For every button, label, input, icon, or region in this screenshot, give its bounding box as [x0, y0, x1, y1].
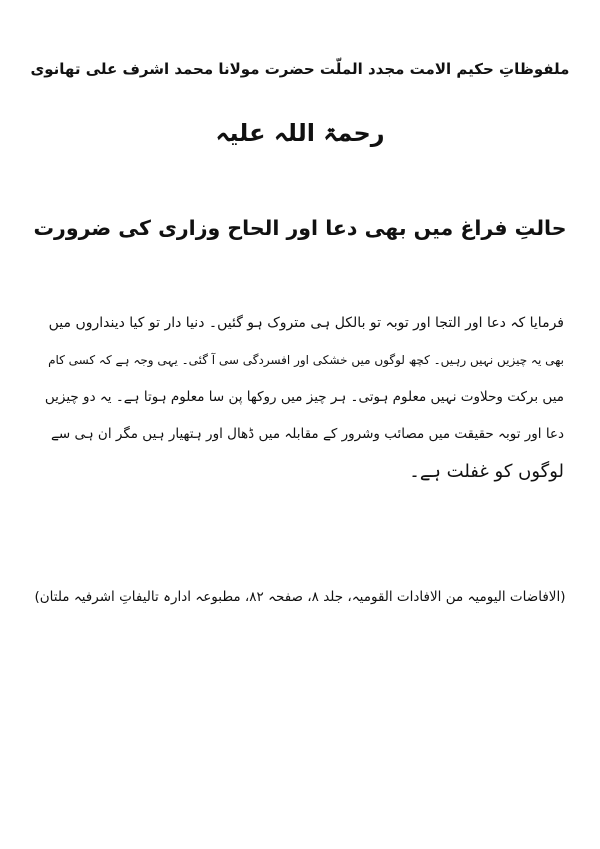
body-line: دعا اور توبہ حقیقت میں مصائب وشرور کے مقابلہ میں ڈھال اور ہتھیار ہیں مگر ان ہی سے	[50, 426, 564, 442]
body-line: بھی یہ چیزیں نہیں رہیں۔ کچھ لوگوں میں خشکی اور افسردگی سی آ گئی۔ یہی وجہ ہے کہ کسی کام	[48, 353, 564, 367]
body-line: فرمایا کہ دعا اور التجا اور توبہ تو بالکل ہی متروک ہو گئیں۔ دنیا دار تو کیا دینداروں میں	[48, 315, 564, 331]
body-line: میں برکت وحلاوت نہیں معلوم ہوتی۔ ہر چیز میں روکھا پن سا معلوم ہوتا ہے۔ یہ دو چیزیں	[44, 389, 564, 405]
section-heading: حالتِ فراغ میں بھی دعا اور الحاح وزاری کی ضرورت	[33, 216, 567, 240]
document-title-line-2: رحمۃ اللہ علیہ	[215, 119, 385, 147]
document-title-line-1: ملفوظاتِ حکیم الامت مجدد الملّت حضرت مولانا محمد اشرف علی تھانوی	[30, 60, 570, 78]
source-reference: (الافاضات الیومیہ من الافادات القومیہ، جلد ۸، صفحہ ۸۲، مطبوعہ ادارہ تالیفاتِ اشرفیہ ملتان)	[34, 589, 566, 605]
body-paragraph	[40, 305, 564, 490]
body-line: لوگوں کو غفلت ہے۔	[409, 461, 564, 482]
